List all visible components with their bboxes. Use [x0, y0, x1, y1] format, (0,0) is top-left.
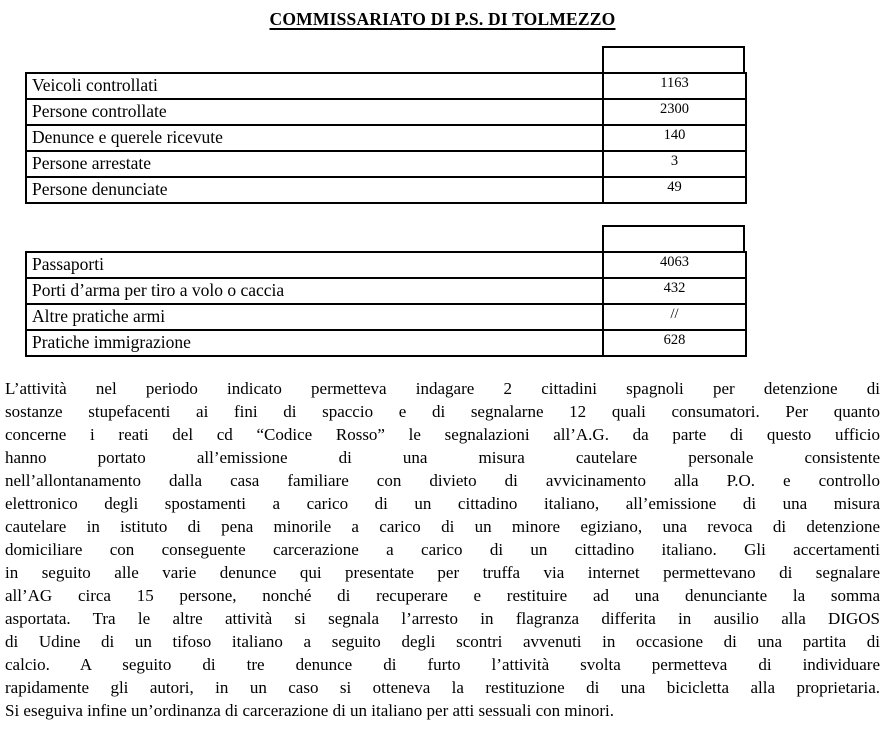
- row-value: 628: [603, 330, 746, 356]
- table-row: [26, 304, 746, 330]
- paragraph-line: calcio. A seguito di tre denunce di furto l’attività svolta permetteva di individuare: [5, 655, 880, 674]
- row-value: 140: [603, 125, 746, 151]
- row-value: 432: [603, 278, 746, 304]
- row-value: //: [603, 304, 746, 330]
- row-value: 4063: [603, 252, 746, 278]
- row-label: Veicoli controllati: [26, 73, 603, 99]
- table-row: [26, 99, 746, 125]
- table-row: [26, 252, 746, 278]
- paragraph-line: concerne i reati del cd “Codice Rosso” le segnalazioni all’A.G. da parte di questo ufficio: [5, 425, 880, 444]
- paragraph-line: cautelare in istituto di pena minorile a carico di un minore egiziano, una revoca di detenzione: [5, 517, 880, 536]
- paragraph-line: all’AG circa 15 persone, nonché di recuperare e restituire ad una denunciante la somma: [5, 586, 880, 605]
- permits-table: [25, 251, 747, 357]
- paragraph-line: asportata. Tra le altre attività si segnala l’arresto in flagranza differita in ausilio alla DIGOS: [5, 609, 880, 628]
- paragraph-line: di Udine di un tifoso italiano a seguito degli scontri avvenuti in occasione di una partita di: [5, 632, 880, 651]
- paragraph-line: rapidamente gli autori, in un caso si otteneva la restituzione di una bicicletta alla proprietaria.: [5, 678, 880, 697]
- row-label: Persone arrestate: [26, 151, 603, 177]
- table-row: [26, 125, 746, 151]
- page-title: [0, 9, 885, 30]
- controls-table-header-cell: [602, 46, 745, 72]
- permits-table-header-cell: [602, 225, 745, 251]
- row-label: Passaporti: [26, 252, 603, 278]
- table-row: [26, 330, 746, 356]
- report-paragraph: [5, 377, 880, 722]
- table-row: [26, 278, 746, 304]
- report-page: [0, 9, 885, 747]
- paragraph-line: sostanze stupefacenti ai fini di spaccio e di segnalarne 12 quali consumatori. Per quanto: [5, 402, 880, 421]
- row-label: Persone controllate: [26, 99, 603, 125]
- paragraph-line: Si eseguiva infine un’ordinanza di carcerazione di un italiano per atti sessuali con minori.: [5, 701, 614, 720]
- paragraph-line: in seguito alle varie denunce qui presentate per truffa via internet permettevano di segnalare: [5, 563, 880, 582]
- paragraph-line: domiciliare con conseguente carcerazione a carico di un cittadino italiano. Gli accertamenti: [5, 540, 880, 559]
- table-row: [26, 73, 746, 99]
- row-label: Altre pratiche armi: [26, 304, 603, 330]
- table-row: [26, 151, 746, 177]
- paragraph-line: nell’allontanamento dalla casa familiare con divieto di avvicinamento alla P.O. e controllo: [5, 471, 880, 490]
- paragraph-line: elettronico degli spostamenti a carico di un cittadino italiano, all’emissione di una misura: [5, 494, 880, 513]
- row-label: Pratiche immigrazione: [26, 330, 603, 356]
- row-value: 1163: [603, 73, 746, 99]
- row-value: 3: [603, 151, 746, 177]
- table-row: [26, 177, 746, 203]
- permits-table-block: [25, 225, 745, 357]
- page-title-text: COMMISSARIATO DI P.S. DI TOLMEZZO: [269, 9, 616, 29]
- controls-table-block: [25, 46, 745, 204]
- row-label: Porti d’arma per tiro a volo o caccia: [26, 278, 603, 304]
- controls-table: [25, 72, 747, 204]
- paragraph-line: L’attività nel periodo indicato permetteva indagare 2 cittadini spagnoli per detenzione di: [5, 379, 880, 398]
- paragraph-line: hanno portato all’emissione di una misura cautelare personale consistente: [5, 448, 880, 467]
- row-label: Persone denunciate: [26, 177, 603, 203]
- row-label: Denunce e querele ricevute: [26, 125, 603, 151]
- row-value: 49: [603, 177, 746, 203]
- row-value: 2300: [603, 99, 746, 125]
